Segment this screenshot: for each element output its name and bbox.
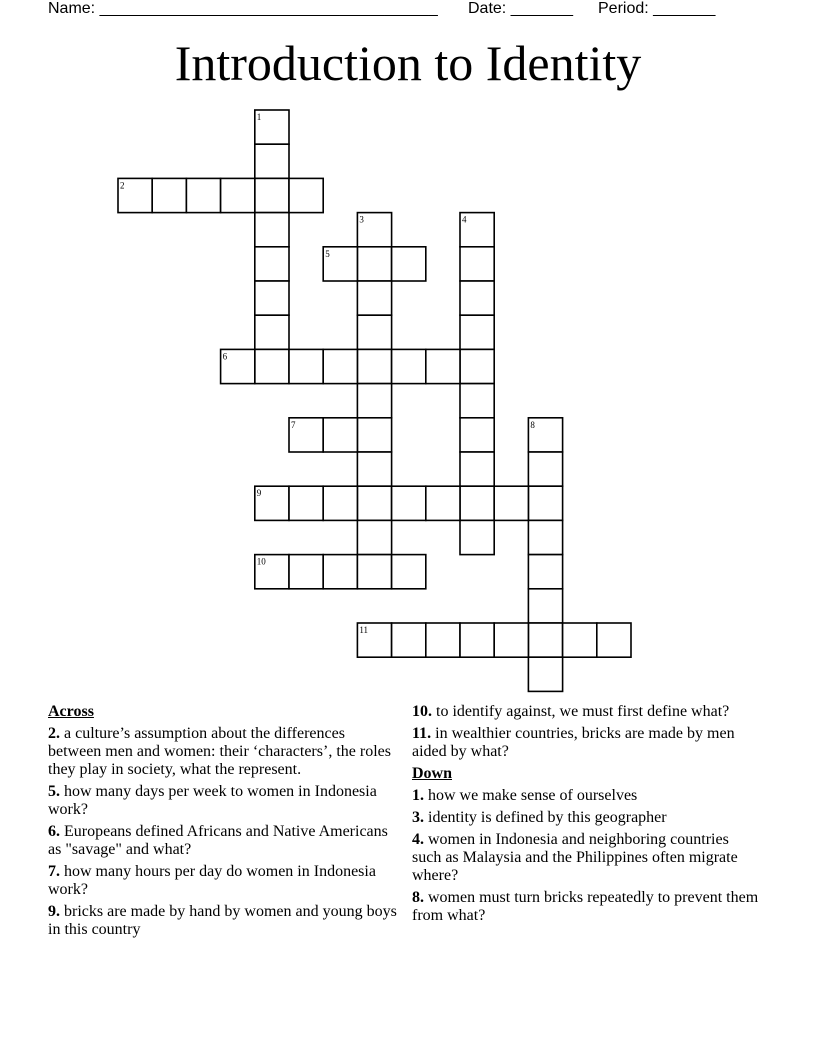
grid-cell	[426, 486, 460, 520]
grid-cell	[528, 452, 562, 486]
clue-item	[48, 823, 398, 859]
grid-cell	[494, 623, 528, 657]
name-field-label: Name: ______________________________________	[48, 0, 438, 17]
grid-cell	[460, 520, 494, 554]
clue-number: 7.	[48, 863, 60, 880]
grid-cell	[255, 247, 289, 281]
grid-cell	[357, 452, 391, 486]
grid-cell	[289, 349, 323, 383]
grid-cell	[255, 315, 289, 349]
clue-text: bricks are made by hand by women and young boys in this country	[48, 903, 397, 938]
grid-cell	[460, 486, 494, 520]
grid-cell	[460, 281, 494, 315]
grid-cell	[460, 418, 494, 452]
grid-cell	[563, 623, 597, 657]
down-heading: Down	[412, 765, 453, 782]
clue-number-label: 5	[325, 248, 330, 259]
clue-text: identity is defined by this geographer	[424, 809, 667, 826]
grid-cell	[597, 623, 631, 657]
clue-number-label: 8	[530, 419, 535, 430]
grid-cell	[392, 349, 426, 383]
clue-text: how many hours per day do women in Indonesia work?	[48, 863, 376, 898]
grid-cell	[255, 144, 289, 178]
grid-cell	[392, 486, 426, 520]
clue-text: women must turn bricks repeatedly to prevent them from what?	[412, 889, 759, 924]
clue-item	[48, 725, 398, 779]
clues-column-right	[412, 703, 762, 929]
grid-cell	[392, 555, 426, 589]
grid-cell	[528, 657, 562, 691]
clue-text: how many days per week to women in Indonesia work?	[48, 783, 377, 818]
grid-cell	[528, 555, 562, 589]
grid-cell	[255, 281, 289, 315]
date-field-label: Date: _______	[468, 0, 573, 17]
clue-text: women in Indonesia and neighboring countries such as Malaysia and the Philippines often migrate where?	[412, 831, 738, 884]
grid-cell	[289, 486, 323, 520]
clue-number: 9.	[48, 903, 60, 920]
page-title: Introduction to Identity	[174, 35, 642, 91]
grid-cell	[357, 349, 391, 383]
clue-item	[48, 783, 398, 819]
clue-item	[412, 787, 762, 805]
grid-cell	[323, 418, 357, 452]
clue-text: how we make sense of ourselves	[424, 787, 638, 804]
clue-number-label: 9	[256, 488, 262, 499]
grid-cell	[323, 555, 357, 589]
grid-cell	[357, 520, 391, 554]
clue-number-label: 2	[120, 180, 125, 191]
clue-number: 5.	[48, 783, 60, 800]
grid-cell	[186, 178, 220, 212]
clue-text: to identify against, we must first define what?	[432, 703, 730, 720]
grid-cell	[323, 486, 357, 520]
across-heading: Across	[48, 703, 94, 720]
grid-cell	[528, 520, 562, 554]
grid-cell	[357, 384, 391, 418]
grid-cell	[460, 349, 494, 383]
grid-cell	[255, 349, 289, 383]
grid-cell	[323, 349, 357, 383]
clue-number: 3.	[412, 809, 424, 826]
grid-cell	[289, 555, 323, 589]
grid-cell	[289, 178, 323, 212]
grid-cell	[528, 589, 562, 623]
clue-number-label: 11	[359, 625, 369, 635]
grid-cell	[357, 315, 391, 349]
clue-number: 8.	[412, 889, 424, 906]
grid-cell	[460, 623, 494, 657]
clue-number-label: 6	[222, 351, 228, 362]
clue-number-label: 10	[256, 556, 266, 567]
clue-item	[412, 831, 762, 885]
clue-number-label: 1	[256, 112, 262, 122]
clue-item	[412, 725, 762, 761]
clues-column-left	[48, 703, 398, 943]
grid-cell	[221, 178, 255, 212]
period-field-label: Period: _______	[598, 0, 716, 17]
clue-number-label: 7	[291, 419, 296, 430]
grid-cell	[528, 623, 562, 657]
clue-item	[48, 863, 398, 899]
clue-item	[412, 809, 762, 827]
grid-cell	[255, 178, 289, 212]
grid-cell	[357, 486, 391, 520]
grid-cell	[460, 452, 494, 486]
grid-cell	[357, 281, 391, 315]
grid-cell	[357, 247, 391, 281]
clue-number: 2.	[48, 725, 60, 742]
clue-number: 10.	[412, 703, 432, 720]
grid-cell	[357, 418, 391, 452]
grid-cell	[426, 623, 460, 657]
clue-number: 6.	[48, 823, 60, 840]
grid-cell	[255, 213, 289, 247]
grid-cell	[152, 178, 186, 212]
clue-item	[412, 703, 762, 721]
grid-cell	[494, 486, 528, 520]
clue-number-label: 3	[359, 214, 364, 225]
clue-number-label: 4	[462, 214, 467, 225]
grid-cell	[460, 384, 494, 418]
clue-number: 1.	[412, 787, 424, 804]
clue-text: in wealthier countries, bricks are made by men aided by what?	[412, 725, 735, 760]
grid-cell	[460, 247, 494, 281]
grid-cell	[460, 315, 494, 349]
grid-cell	[528, 486, 562, 520]
clue-text: Europeans defined Africans and Native Americans as "savage" and what?	[48, 823, 388, 858]
clue-number: 11.	[412, 725, 432, 742]
clue-number: 4.	[412, 831, 424, 848]
clue-item	[48, 903, 398, 939]
grid-cell	[392, 623, 426, 657]
grid-cell	[392, 247, 426, 281]
grid-cell	[357, 555, 391, 589]
grid-cell	[426, 349, 460, 383]
clue-item	[412, 889, 762, 925]
clue-text: a culture’s assumption about the differences between men and women: their ‘characters’, the roles they play in society, what the represent.	[48, 725, 391, 778]
